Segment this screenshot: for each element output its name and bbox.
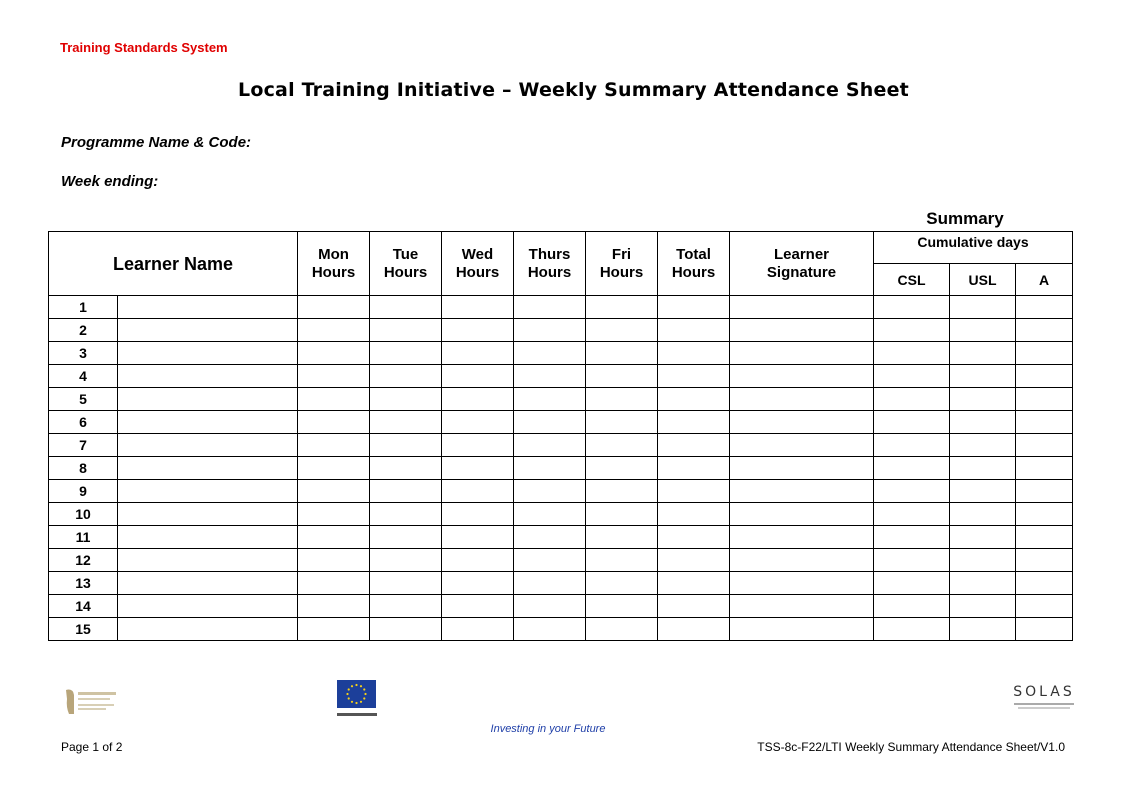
signature-cell[interactable] — [730, 411, 874, 434]
fri-hours-cell[interactable] — [586, 342, 658, 365]
learner-signature-header: Learner Signature — [730, 232, 874, 296]
eu-star — [355, 702, 357, 704]
tue-hours-cell[interactable] — [370, 549, 442, 572]
table-row — [49, 411, 1073, 434]
csl-cell[interactable] — [874, 388, 950, 411]
mon-hours-header: Mon Hours — [298, 232, 370, 296]
tue-hours-cell[interactable] — [370, 457, 442, 480]
learner-name-cell[interactable] — [118, 595, 298, 618]
tue-hours-cell[interactable] — [370, 595, 442, 618]
document-code: TSS-8c-F22/LTI Weekly Summary Attendance Sheet/V1.0 — [757, 740, 1065, 754]
a-header: A — [1016, 264, 1073, 296]
a-cell[interactable] — [1016, 457, 1073, 480]
week-ending-label: Week ending: — [61, 173, 159, 190]
table-row — [49, 388, 1073, 411]
footer-tagline: Investing in your Future — [490, 723, 606, 735]
attendance-table — [48, 231, 1073, 641]
row-number: 12 — [49, 549, 118, 572]
tue-hours-cell[interactable] — [370, 411, 442, 434]
a-cell[interactable] — [1016, 296, 1073, 319]
thurs-hours-cell[interactable] — [514, 549, 586, 572]
signature-cell[interactable] — [730, 503, 874, 526]
thurs-hours-cell[interactable] — [514, 319, 586, 342]
learner-name-cell[interactable] — [118, 388, 298, 411]
tue-hours-header: Tue Hours — [370, 232, 442, 296]
learner-name-cell[interactable] — [118, 342, 298, 365]
total-hours-cell[interactable] — [658, 549, 730, 572]
signature-cell[interactable] — [730, 388, 874, 411]
eu-star — [363, 688, 365, 690]
fri-hours-cell[interactable] — [586, 618, 658, 641]
wed-hours-header: Wed Hours — [442, 232, 514, 296]
learner-name-cell[interactable] — [118, 549, 298, 572]
learner-name-cell[interactable] — [118, 319, 298, 342]
total-hours-cell[interactable] — [658, 572, 730, 595]
signature-cell[interactable] — [730, 526, 874, 549]
row-number: 13 — [49, 572, 118, 595]
table-row — [49, 503, 1073, 526]
row-number: 2 — [49, 319, 118, 342]
fri-hours-cell[interactable] — [586, 388, 658, 411]
mon-hours-cell[interactable] — [298, 319, 370, 342]
thurs-hours-cell[interactable] — [514, 365, 586, 388]
row-number: 4 — [49, 365, 118, 388]
summary-label: Summary — [926, 209, 1004, 228]
total-hours-cell[interactable] — [658, 503, 730, 526]
tue-hours-cell[interactable] — [370, 480, 442, 503]
table-row — [49, 434, 1073, 457]
row-number: 7 — [49, 434, 118, 457]
thurs-hours-cell[interactable] — [514, 503, 586, 526]
csl-cell[interactable] — [874, 411, 950, 434]
total-hours-cell[interactable] — [658, 480, 730, 503]
usl-cell[interactable] — [950, 457, 1016, 480]
wed-hours-cell[interactable] — [442, 319, 514, 342]
csl-cell[interactable] — [874, 365, 950, 388]
usl-cell[interactable] — [950, 572, 1016, 595]
eu-star — [360, 701, 362, 703]
csl-cell[interactable] — [874, 296, 950, 319]
wed-hours-cell[interactable] — [442, 595, 514, 618]
learner-name-header: Learner Name — [49, 232, 298, 296]
signature-cell[interactable] — [730, 480, 874, 503]
a-cell[interactable] — [1016, 526, 1073, 549]
solas-logo: SOLAS — [1008, 684, 1080, 714]
eu-star — [355, 684, 357, 686]
learner-name-cell[interactable] — [118, 526, 298, 549]
tue-hours-cell[interactable] — [370, 388, 442, 411]
wed-hours-cell[interactable] — [442, 388, 514, 411]
learner-name-cell[interactable] — [118, 480, 298, 503]
thurs-hours-header: Thurs Hours — [514, 232, 586, 296]
usl-cell[interactable] — [950, 618, 1016, 641]
table-row — [49, 526, 1073, 549]
row-number: 5 — [49, 388, 118, 411]
mon-hours-cell[interactable] — [298, 296, 370, 319]
fri-hours-cell[interactable] — [586, 457, 658, 480]
signature-cell[interactable] — [730, 457, 874, 480]
eu-star — [364, 693, 366, 695]
wed-hours-cell[interactable] — [442, 480, 514, 503]
usl-cell[interactable] — [950, 480, 1016, 503]
signature-cell[interactable] — [730, 296, 874, 319]
page-title: Local Training Initiative – Weekly Summary Attendance Sheet — [238, 79, 909, 101]
learner-name-cell[interactable] — [118, 457, 298, 480]
learner-name-cell[interactable] — [118, 503, 298, 526]
thurs-hours-cell[interactable] — [514, 480, 586, 503]
thurs-hours-cell[interactable] — [514, 595, 586, 618]
a-cell[interactable] — [1016, 434, 1073, 457]
cumulative-days-header: Cumulative days — [874, 232, 1073, 264]
thurs-hours-cell[interactable] — [514, 434, 586, 457]
table-row — [49, 365, 1073, 388]
a-cell[interactable] — [1016, 388, 1073, 411]
fri-hours-cell[interactable] — [586, 526, 658, 549]
mon-hours-cell[interactable] — [298, 480, 370, 503]
usl-cell[interactable] — [950, 319, 1016, 342]
fri-hours-cell[interactable] — [586, 480, 658, 503]
total-hours-cell[interactable] — [658, 365, 730, 388]
row-number: 10 — [49, 503, 118, 526]
a-cell[interactable] — [1016, 319, 1073, 342]
fri-hours-cell[interactable] — [586, 411, 658, 434]
a-cell[interactable] — [1016, 342, 1073, 365]
a-cell[interactable] — [1016, 411, 1073, 434]
tue-hours-cell[interactable] — [370, 618, 442, 641]
programme-name-label: Programme Name & Code: — [61, 134, 252, 151]
a-cell[interactable] — [1016, 480, 1073, 503]
csl-cell[interactable] — [874, 549, 950, 572]
tue-hours-cell[interactable] — [370, 526, 442, 549]
wed-hours-cell[interactable] — [442, 342, 514, 365]
usl-cell[interactable] — [950, 595, 1016, 618]
total-hours-cell[interactable] — [658, 595, 730, 618]
mon-hours-cell[interactable] — [298, 595, 370, 618]
row-number: 15 — [49, 618, 118, 641]
signature-cell[interactable] — [730, 342, 874, 365]
tue-hours-cell[interactable] — [370, 365, 442, 388]
total-hours-cell[interactable] — [658, 618, 730, 641]
eu-star — [360, 685, 362, 687]
a-cell[interactable] — [1016, 618, 1073, 641]
mon-hours-cell[interactable] — [298, 618, 370, 641]
eu-star — [363, 697, 365, 699]
mon-hours-cell[interactable] — [298, 526, 370, 549]
fri-hours-cell[interactable] — [586, 434, 658, 457]
table-row — [49, 296, 1073, 319]
csl-cell[interactable] — [874, 572, 950, 595]
mon-hours-cell[interactable] — [298, 342, 370, 365]
table-row — [49, 319, 1073, 342]
signature-cell[interactable] — [730, 319, 874, 342]
learner-name-cell[interactable] — [118, 618, 298, 641]
row-number: 6 — [49, 411, 118, 434]
fri-hours-cell[interactable] — [586, 296, 658, 319]
eu-star — [348, 688, 350, 690]
usl-cell[interactable] — [950, 434, 1016, 457]
row-number: 3 — [49, 342, 118, 365]
signature-cell[interactable] — [730, 549, 874, 572]
learner-name-cell[interactable] — [118, 411, 298, 434]
total-hours-cell[interactable] — [658, 526, 730, 549]
mon-hours-cell[interactable] — [298, 503, 370, 526]
eu-star — [351, 701, 353, 703]
tue-hours-cell[interactable] — [370, 434, 442, 457]
mon-hours-cell[interactable] — [298, 365, 370, 388]
wed-hours-cell[interactable] — [442, 549, 514, 572]
usl-cell[interactable] — [950, 342, 1016, 365]
table-row — [49, 595, 1073, 618]
usl-cell[interactable] — [950, 411, 1016, 434]
usl-header: USL — [950, 264, 1016, 296]
total-hours-cell[interactable] — [658, 434, 730, 457]
learner-name-cell[interactable] — [118, 365, 298, 388]
wed-hours-cell[interactable] — [442, 457, 514, 480]
usl-cell[interactable] — [950, 549, 1016, 572]
csl-cell[interactable] — [874, 434, 950, 457]
wed-hours-cell[interactable] — [442, 572, 514, 595]
learner-name-cell[interactable] — [118, 296, 298, 319]
mon-hours-cell[interactable] — [298, 411, 370, 434]
wed-hours-cell[interactable] — [442, 296, 514, 319]
government-harp-logo — [63, 687, 123, 717]
thurs-hours-cell[interactable] — [514, 388, 586, 411]
thurs-hours-cell[interactable] — [514, 526, 586, 549]
usl-cell[interactable] — [950, 503, 1016, 526]
a-cell[interactable] — [1016, 572, 1073, 595]
wed-hours-cell[interactable] — [442, 526, 514, 549]
signature-cell[interactable] — [730, 618, 874, 641]
wed-hours-cell[interactable] — [442, 365, 514, 388]
csl-cell[interactable] — [874, 457, 950, 480]
wed-hours-cell[interactable] — [442, 411, 514, 434]
table-row — [49, 618, 1073, 641]
usl-cell[interactable] — [950, 388, 1016, 411]
a-cell[interactable] — [1016, 595, 1073, 618]
fri-hours-cell[interactable] — [586, 595, 658, 618]
a-cell[interactable] — [1016, 549, 1073, 572]
row-number: 8 — [49, 457, 118, 480]
page-number: Page 1 of 2 — [61, 740, 123, 754]
signature-cell[interactable] — [730, 595, 874, 618]
total-hours-cell[interactable] — [658, 457, 730, 480]
mon-hours-cell[interactable] — [298, 549, 370, 572]
fri-hours-cell[interactable] — [586, 503, 658, 526]
table-row — [49, 549, 1073, 572]
wed-hours-cell[interactable] — [442, 618, 514, 641]
table-row — [49, 480, 1073, 503]
tue-hours-cell[interactable] — [370, 342, 442, 365]
csl-cell[interactable] — [874, 526, 950, 549]
signature-cell[interactable] — [730, 572, 874, 595]
fri-hours-header: Fri Hours — [586, 232, 658, 296]
eu-star — [351, 685, 353, 687]
system-title: Training Standards System — [60, 40, 228, 55]
total-hours-cell[interactable] — [658, 411, 730, 434]
fri-hours-cell[interactable] — [586, 549, 658, 572]
total-hours-cell[interactable] — [658, 319, 730, 342]
total-hours-cell[interactable] — [658, 296, 730, 319]
row-number: 14 — [49, 595, 118, 618]
mon-hours-cell[interactable] — [298, 388, 370, 411]
wed-hours-cell[interactable] — [442, 434, 514, 457]
row-number: 9 — [49, 480, 118, 503]
a-cell[interactable] — [1016, 503, 1073, 526]
csl-cell[interactable] — [874, 342, 950, 365]
csl-cell[interactable] — [874, 595, 950, 618]
total-hours-cell[interactable] — [658, 388, 730, 411]
total-hours-header: Total Hours — [658, 232, 730, 296]
fri-hours-cell[interactable] — [586, 365, 658, 388]
usl-cell[interactable] — [950, 526, 1016, 549]
eu-caption — [337, 713, 377, 716]
mon-hours-cell[interactable] — [298, 457, 370, 480]
tue-hours-cell[interactable] — [370, 319, 442, 342]
fri-hours-cell[interactable] — [586, 319, 658, 342]
tue-hours-cell[interactable] — [370, 296, 442, 319]
csl-header: CSL — [874, 264, 950, 296]
learner-name-cell[interactable] — [118, 572, 298, 595]
row-number: 11 — [49, 526, 118, 549]
signature-cell[interactable] — [730, 434, 874, 457]
csl-cell[interactable] — [874, 319, 950, 342]
table-row — [49, 457, 1073, 480]
tue-hours-cell[interactable] — [370, 503, 442, 526]
thurs-hours-cell[interactable] — [514, 618, 586, 641]
fri-hours-cell[interactable] — [586, 572, 658, 595]
csl-cell[interactable] — [874, 503, 950, 526]
mon-hours-cell[interactable] — [298, 434, 370, 457]
eu-star — [346, 693, 348, 695]
row-number: 1 — [49, 296, 118, 319]
signature-cell[interactable] — [730, 365, 874, 388]
eu-star — [348, 697, 350, 699]
learner-name-cell[interactable] — [118, 434, 298, 457]
thurs-hours-cell[interactable] — [514, 572, 586, 595]
mon-hours-cell[interactable] — [298, 572, 370, 595]
usl-cell[interactable] — [950, 296, 1016, 319]
usl-cell[interactable] — [950, 365, 1016, 388]
thurs-hours-cell[interactable] — [514, 457, 586, 480]
thurs-hours-cell[interactable] — [514, 296, 586, 319]
csl-cell[interactable] — [874, 618, 950, 641]
csl-cell[interactable] — [874, 480, 950, 503]
thurs-hours-cell[interactable] — [514, 411, 586, 434]
table-row — [49, 342, 1073, 365]
table-row — [49, 572, 1073, 595]
total-hours-cell[interactable] — [658, 342, 730, 365]
a-cell[interactable] — [1016, 365, 1073, 388]
wed-hours-cell[interactable] — [442, 503, 514, 526]
tue-hours-cell[interactable] — [370, 572, 442, 595]
thurs-hours-cell[interactable] — [514, 342, 586, 365]
eu-flag-icon — [337, 680, 376, 708]
